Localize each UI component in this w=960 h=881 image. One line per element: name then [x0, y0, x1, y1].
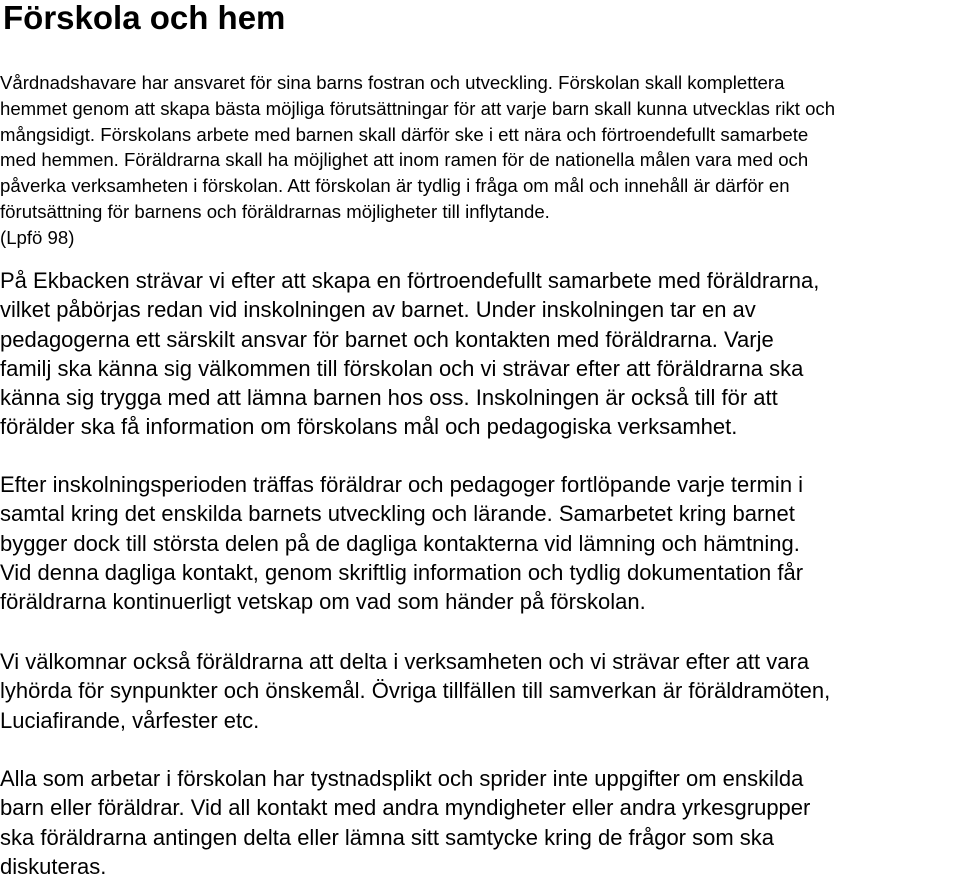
text-line: barn eller föräldrar. Vid all kontakt med andra myndigheter eller andra yrkesgrupper — [0, 795, 811, 821]
text-line: mångsidigt. Förskolans arbete med barnen skall därför ske i ett nära och förtroendefullt samarbete — [0, 123, 809, 145]
text-line: Vi välkomnar också föräldrarna att delta i verksamheten och vi strävar efter att vara — [0, 649, 810, 674]
text-line: föräldrarna kontinuerligt vetskap om vad som händer på förskolan. — [0, 589, 646, 615]
text-line: hemmet genom att skapa bästa möjliga förutsättningar för att varje barn skall kunna utvecklas rikt och — [0, 97, 836, 119]
text-line: På Ekbacken strävar vi efter att skapa en förtroendefullt samarbete med föräldrarna, — [0, 268, 820, 293]
text-line: bygger dock till största delen på de dagliga kontakterna vid lämning och hämtning. — [0, 530, 800, 556]
text-line: diskuteras. — [0, 853, 107, 879]
text-line: lyhörda för synpunkter och önskemål. Övriga tillfällen till samverkan är föräldramöten, — [0, 678, 831, 704]
text-line: förutsättning för barnens och föräldrarnas möjligheter till inflytande. — [0, 200, 550, 222]
text-line: Vid denna dagliga kontakt, genom skriftlig information och tydlig dokumentation får — [0, 559, 804, 585]
body-paragraph — [0, 764, 960, 881]
intro-paragraph — [0, 70, 960, 251]
text-line: samtal kring det enskilda barnets utveckling och lärande. Samarbetet kring barnet — [0, 501, 795, 527]
citation-reference: (Lpfö 98) — [0, 226, 75, 248]
body-paragraph — [0, 647, 960, 735]
text-line: Luciafirande, vårfester etc. — [0, 707, 260, 733]
text-line: Efter inskolningsperioden träffas föräldrar och pedagoger fortlöpande varje termin i — [0, 472, 804, 497]
text-line: pedagogerna ett särskilt ansvar för barnet och kontakten med föräldrarna. Varje — [0, 326, 774, 352]
text-line: ska föräldrarna antingen delta eller lämna sitt samtycke kring de frågor som ska — [0, 824, 775, 850]
text-line: med hemmen. Föräldrarna skall ha möjlighet att inom ramen för de nationella målen vara med och — [0, 149, 809, 171]
text-line: vilket påbörjas redan vid inskolningen av barnet. Under inskolningen tar en av — [0, 297, 756, 323]
text-line: känna sig trygga med att lämna barnen hos oss. Inskolningen är också till för att — [0, 385, 778, 411]
page-title: Förskola och hem — [3, 0, 286, 36]
text-line: förälder ska få information om förskolans mål och pedagogiska verksamhet. — [0, 414, 738, 440]
text-line: påverka verksamheten i förskolan. Att förskolan är tydlig i fråga om mål och innehåll är därför en — [0, 175, 790, 197]
text-line: Vårdnadshavare har ansvaret för sina barns fostran och utveckling. Förskolan skall komplettera — [0, 72, 785, 93]
body-paragraph — [0, 266, 960, 442]
text-line: familj ska känna sig välkommen till förskolan och vi strävar efter att föräldrarna ska — [0, 355, 804, 381]
body-paragraph — [0, 470, 960, 616]
text-line: Alla som arbetar i förskolan har tystnadsplikt och sprider inte uppgifter om enskilda — [0, 766, 804, 791]
